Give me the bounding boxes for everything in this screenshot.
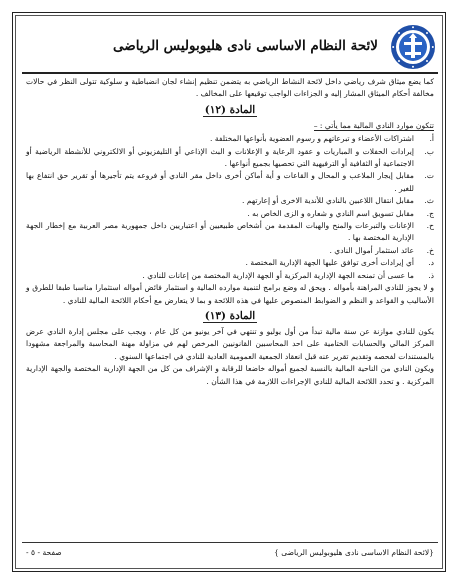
list-item: ت. مقابل إيجار الملاعب و المحال و القاعات و أية أماكن أخرى داخل مقر النادي أو فروعه يتم تأجيرها أو تقرير حق انتفاع بها للغير . <box>26 171 434 193</box>
list-item: ح. الإعانات والتبرعات والمنح والهبات المقدمة من أشخاص طبيعيين أو اعتباريين داخل جمهورية مصر العربية مع إخطار الجهة الإدارية المختصة بها . <box>26 221 434 243</box>
list-item: ب. إيرادات الحفلات و المباريات و عقود الرعاية و الإعلانات و البث الإذاعي أو التليفزيوني أو الالكتروني للأنشطة الرياضية أو الاجتماعية أو الثقافية أو الترفيهية التي تحصيها بجميع أنواعها . <box>26 146 434 169</box>
resources-list <box>26 133 434 282</box>
header-rule <box>22 72 438 74</box>
article-13-paragraph-2: ويكون النادي من الناحية المالية بالنسبة لجميع أمواله خاضعا للرقابة و الإشراف من كل من الجهة الإدارية المختصة والجهة الإدارية المركزية . و تحدد اللائحة المالية للنادي الإجراءات اللازمة في هذا الشأن . <box>26 364 434 386</box>
footer-title: {لائحة النظام الاساسى نادى هليوبوليس الرياضى } <box>274 548 434 557</box>
list-item: خ. عائد استثمار أموال النادي . <box>329 245 434 255</box>
page-header <box>26 24 436 70</box>
document-body <box>26 76 434 388</box>
list-item: ذ. ما عسى أن تمنحه الجهة الإدارية المركزية أو الجهة الإدارية المختصة من إعانات للنادي . <box>142 270 434 280</box>
intro-paragraph: كما يضع ميثاق شرف رياضي داخل لائحة النشاط الرياضي به يتضمن تنظيم إنشاء لجان انضباطية و سلوكية تتولى النظر في حالات مخالفة أحكام الميثاق المشار إليه و الجزاءات الواجب توقيعها على المخالف . <box>26 77 434 99</box>
list-item: ث. مقابل انتقال اللاعبين بالنادي للأندية الاخرى أو إعارتهم . <box>242 196 434 206</box>
header-title: لائحة النظام الاساسى نادى هليوبوليس الرياضى <box>113 38 378 54</box>
article-13-title: المادة (١٣) <box>204 309 256 322</box>
article-12-closing: و لا يجوز للنادي المراهنة بأمواله . ويحق له وضع برامج لتنمية موارده المالية و استثمار فائض أمواله استثمارا مناسبا طبقا للطرق و الأساليب و القواعد و النظم و الضوابط المنصوص عليها في هذه اللائحة و بما لا يتعارض مع أحكام اللائحة المالية للنادي . <box>26 283 434 305</box>
list-item: أ. اشتراكات الأعضاء و تبرعاتهم و رسوم العضوية بأنواعها المختلفة . <box>210 134 434 144</box>
page-number: صفحة - ٥ - <box>26 548 62 557</box>
list-item: د. أي إيرادات أخرى توافق عليها الجهة الإدارية المختصة . <box>245 258 434 268</box>
article-12-title: المادة (١٢) <box>204 103 256 116</box>
article-12-intro: تتكون موارد النادي المالية مما يأتي : – <box>313 120 434 130</box>
article-13-paragraph-1: يكون للنادي موازنة عن سنة مالية تبدأ من أول يوليو و تنتهي في آخر يونيو من كل عام ، ويجب على مجلس إدارة النادي عرض المركز المالي والحسابات الختامية على احد المحاسبين القانونيين المرخص لهم في مزاولة مهنة المحاسبة والمراجعة مشهودا بالمستندات لفحصه وتقديم تقرير عنه قبل انعقاد الجمعية العمومية العادية للنادي في اجتماعها السنوي . <box>26 326 434 361</box>
club-emblem-logo <box>390 24 436 70</box>
list-item: ج. مقابل تسويق اسم النادي و شعاره و الزى الخاص به . <box>247 208 434 218</box>
footer-rule <box>22 542 438 543</box>
